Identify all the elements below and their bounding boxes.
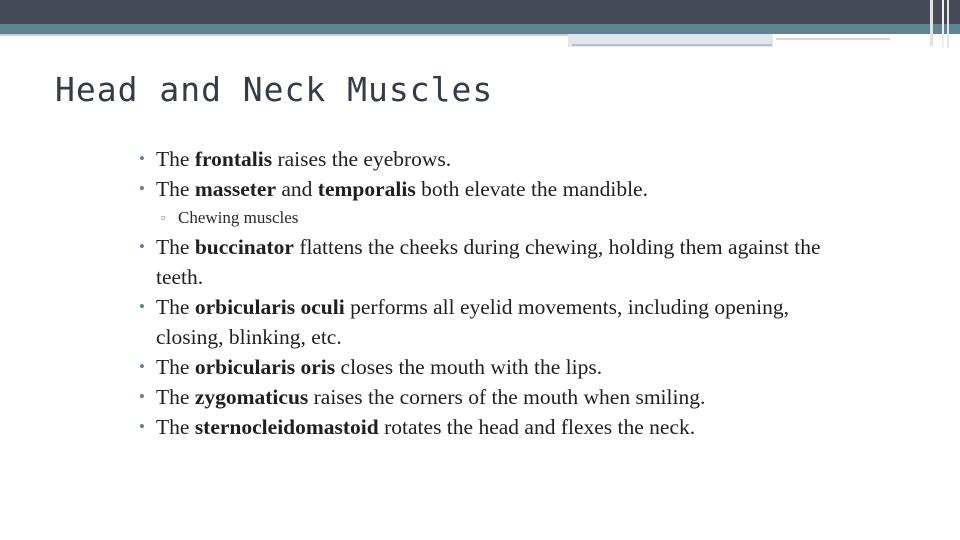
bullet-item [131, 232, 831, 292]
bullet-text: and [276, 177, 318, 201]
bullet-item [131, 144, 831, 174]
muscle-name: frontalis [194, 147, 273, 171]
bullet-text: The [156, 147, 195, 171]
dot-bullet-icon: • [139, 387, 145, 406]
bullet-text: rotates the head and flexes the neck. [378, 415, 696, 439]
decor-line [572, 44, 772, 46]
dot-bullet-icon: • [139, 417, 145, 436]
muscle-name: buccinator [194, 235, 294, 259]
square-bullet-icon: ▫ [161, 210, 166, 225]
bullet-item [131, 174, 831, 204]
bullet-item [131, 292, 831, 352]
sub-bullet-text: Chewing muscles [178, 208, 299, 227]
dot-bullet-icon: • [139, 237, 145, 256]
dot-bullet-icon: • [139, 297, 145, 316]
bullet-text: raises the corners of the mouth when smiling. [308, 385, 706, 409]
bullet-item [131, 352, 831, 382]
decor-strip [930, 0, 933, 46]
bullet-text: flattens the cheeks during chewing, holding them against the teeth. [156, 235, 821, 289]
muscle-name: sternocleidomastoid [194, 415, 379, 439]
decor-strip [942, 0, 944, 48]
muscle-name: zygomaticus [194, 385, 309, 409]
bullet-text: The [156, 355, 195, 379]
bullet-text: The [156, 295, 195, 319]
bullet-item [131, 382, 831, 412]
sub-bullet-item [131, 204, 831, 232]
bullet-text: The [156, 415, 195, 439]
muscle-name: temporalis [317, 177, 416, 201]
decor-line [0, 34, 568, 36]
slide-title: Head and Neck Muscles [55, 70, 494, 109]
bullet-item [131, 412, 831, 442]
bullet-text: The [156, 235, 195, 259]
dot-bullet-icon: • [139, 179, 145, 198]
bullet-text: raises the eyebrows. [272, 147, 452, 171]
bullet-text: closes the mouth with the lips. [335, 355, 603, 379]
dot-bullet-icon: • [139, 357, 145, 376]
bullet-text: both elevate the mandible. [415, 177, 648, 201]
accent-band [0, 24, 960, 34]
muscle-name: masseter [194, 177, 276, 201]
bullet-text: The [156, 385, 195, 409]
bullet-list [131, 144, 831, 442]
bullet-text: The [156, 177, 195, 201]
top-bar [0, 0, 960, 24]
muscle-name: orbicularis oris [194, 355, 336, 379]
muscle-name: orbicularis oculi [194, 295, 345, 319]
dot-bullet-icon: • [139, 149, 145, 168]
bullet-text: performs all eyelid movements, including opening, closing, blinking, etc. [156, 295, 789, 349]
decor-strip [947, 0, 949, 48]
decor-line [776, 38, 890, 40]
